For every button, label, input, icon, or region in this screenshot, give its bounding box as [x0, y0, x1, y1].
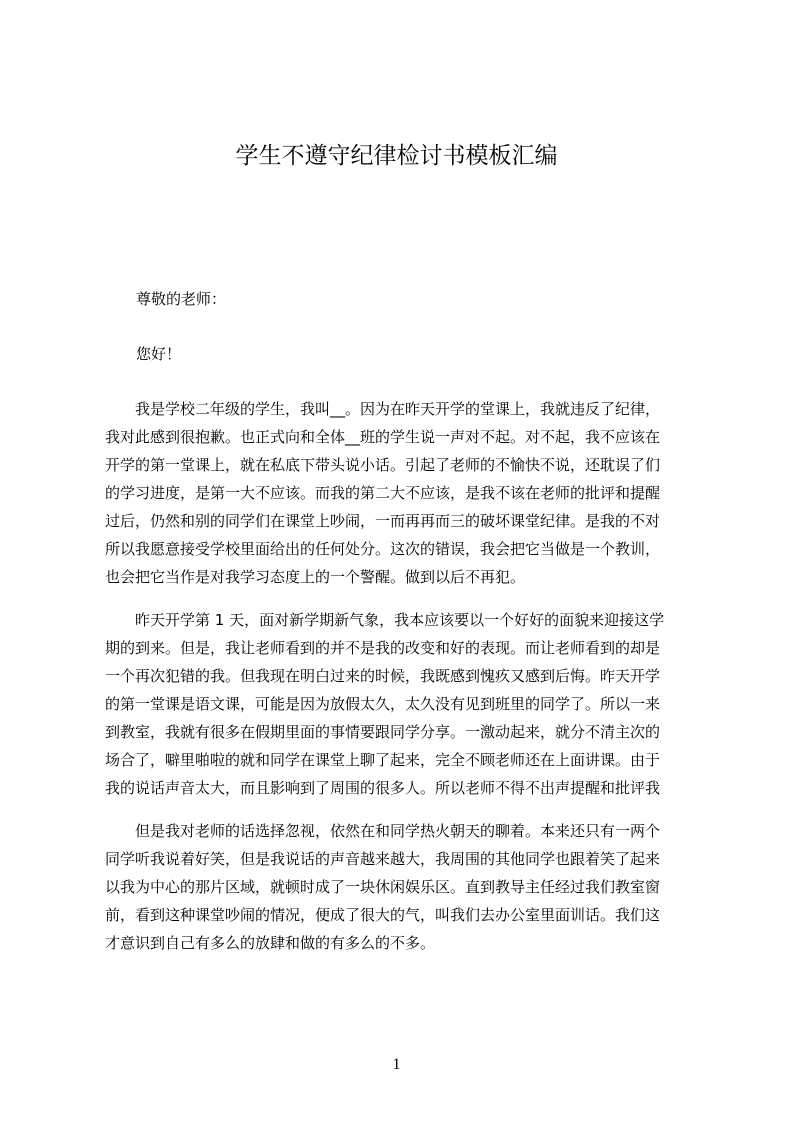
paragraph-3 [105, 817, 699, 957]
text-line: 同学听我说着好笑，但是我说话的声音越来越大，我周围的其他同学也跟着笑了起来 [105, 850, 661, 868]
text-line: 才意识到自己有多么的放肆和做的有多么的不多。 [105, 934, 436, 952]
text-line: 开学的第一堂课上，就在私底下带头说小话。引起了老师的不愉快不说，还耽误了们 [105, 456, 661, 474]
text-line: 所以我愿意接受学校里面给出的任何处分。这次的错误，我会把它当做是一个教训， [105, 540, 661, 558]
text-line: 过后，仍然和别的同学们在课堂上吵闹，一而再再而三的破坏课堂纪律。是我的不对 [105, 512, 661, 530]
text-line: 一个再次犯错的我。但我现在明白过来的时候，我既感到愧疚又感到后悔。昨天开学 [105, 667, 661, 685]
text-line: 我的说话声音太大，而且影响到了周围的很多人。所以老师不得不出声提醒和批评我 [105, 779, 661, 797]
text-line: 我对此感到很抱歉。也正式向和全体__班的学生说一声对不起。对不起，我不应该在 [105, 428, 661, 446]
text-line: 的学习进度，是第一大不应该。而我的第二大不应该，是我不该在老师的批评和提醒 [105, 484, 661, 502]
text-line: 也会把它当作是对我学习态度上的一个警醒。做到以后不再犯。 [105, 568, 526, 586]
text-line: 昨天开学第 1 天，面对新学期新气象，我本应该要以一个好好的面貌来迎接这学 [105, 611, 665, 629]
page-number: 1 [392, 1056, 401, 1073]
text-line: 以我为中心的那片区域，就顿时成了一块休闲娱乐区。直到教导主任经过我们教室窗 [105, 878, 661, 896]
text-line: 场合了，噼里啪啦的就和同学在课堂上聊了起来，完全不顾老师还在上面讲课。由于 [105, 751, 661, 769]
text-line: 到教室，我就有很多在假期里面的事情要跟同学分享。一激动起来，就分不清主次的 [105, 723, 661, 741]
paragraph-1 [105, 395, 699, 591]
text-line: 的第一堂课是语文课，可能是因为放假太久，太久没有见到班里的同学了。所以一来 [105, 695, 661, 713]
salutation: 尊敬的老师： [136, 290, 227, 308]
paragraph-2 [105, 606, 699, 802]
text-line: 但是我对老师的话选择忽视，依然在和同学热火朝天的聊着。本来还只有一两个 [105, 822, 661, 840]
document-title: 学生不遵守纪律检讨书模板汇编 [235, 143, 558, 169]
text-line: 期的到来。但是，我让老师看到的并不是我的改变和好的表现。而让老师看到的却是 [105, 639, 661, 657]
text-line: 前，看到这种课堂吵闹的情况，便成了很大的气，叫我们去办公室里面训话。我们这 [105, 906, 661, 924]
greeting: 您好！ [136, 345, 182, 363]
text-line: 我是学校二年级的学生，我叫__。因为在昨天开学的堂课上，我就违反了纪律， [105, 400, 661, 418]
